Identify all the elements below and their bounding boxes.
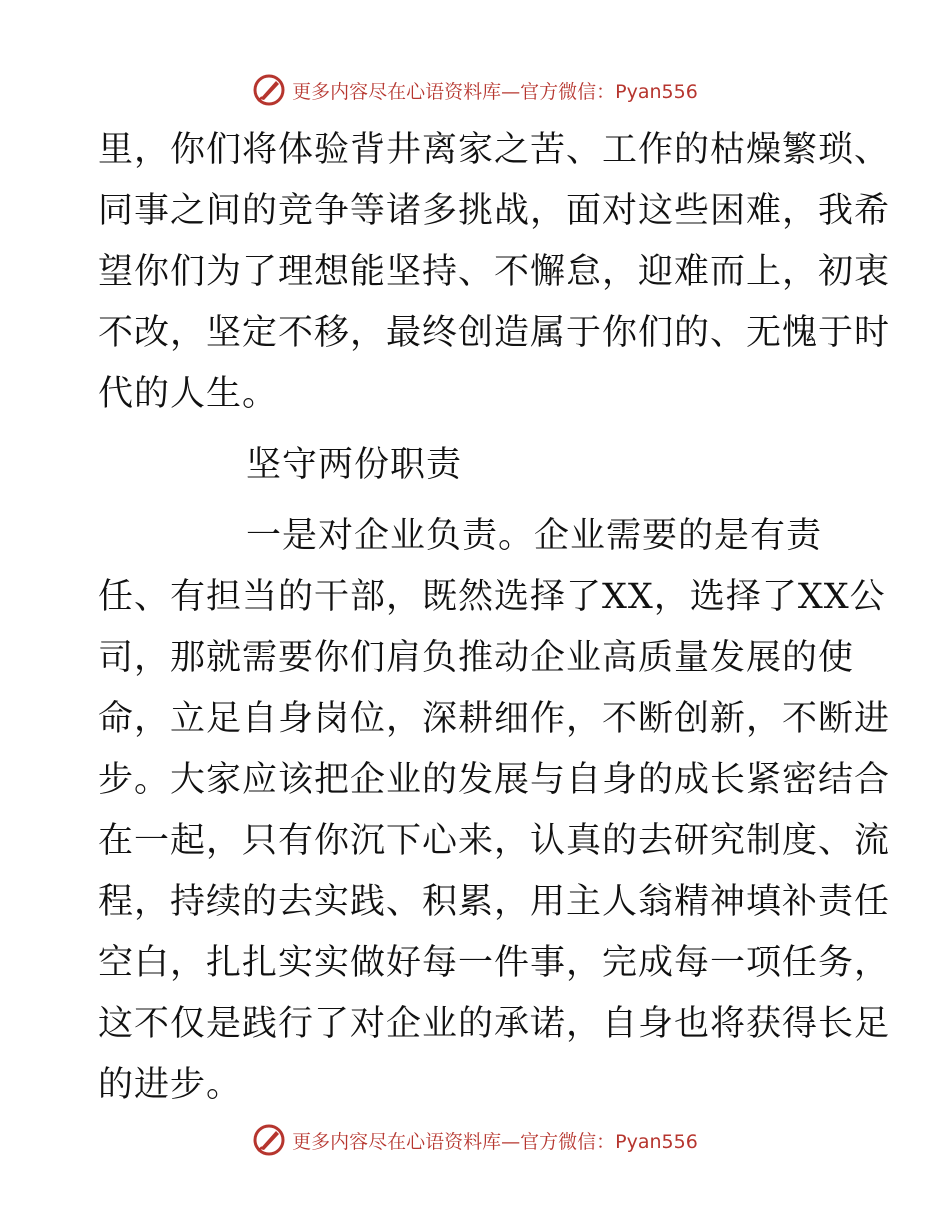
text-line: 里，你们将体验背井离家之苦、工作的枯燥繁琐、	[98, 130, 891, 170]
text-line: 程，持续的去实践、积累，用主人翁精神填补责任	[98, 882, 891, 922]
banner-account: Pyan556	[615, 1130, 698, 1153]
text-line: 一是对企业负责。企业需要的是有责	[246, 516, 823, 556]
text-line: 不改，坚定不移，最终创造属于你们的、无愧于时	[98, 313, 891, 353]
text-line: 步。大家应该把企业的发展与自身的成长紧密结合	[98, 760, 891, 800]
text-line: 命，立足自身岗位，深耕细作，不断创新，不断进	[98, 699, 891, 739]
banner-text	[292, 77, 698, 104]
text-line: 的进步。	[98, 1065, 243, 1105]
footer-banner	[0, 1120, 950, 1160]
text-line: 望你们为了理想能坚持、不懈怠，迎难而上，初衷	[98, 252, 891, 292]
text-line: 司，那就需要你们肩负推动企业高质量发展的使	[98, 638, 855, 678]
section-heading: 坚守两份职责	[246, 445, 463, 485]
header-banner	[0, 70, 950, 110]
banner-title: 更多内容尽在心语资料库—官方微信：	[292, 1130, 616, 1153]
text-line: 在一起，只有你沉下心来，认真的去研究制度、流	[98, 821, 891, 861]
text-line: 这不仅是践行了对企业的承诺，自身也将获得长足	[98, 1004, 891, 1044]
text-line: 同事之间的竞争等诸多挑战，面对这些困难，我希	[98, 191, 891, 231]
banner-text	[292, 1127, 698, 1154]
document-body	[98, 120, 891, 1116]
paragraph-1	[98, 120, 891, 425]
feather-pen-logo-icon	[252, 1123, 286, 1157]
text-line: 代的人生。	[98, 374, 279, 414]
banner-title: 更多内容尽在心语资料库—官方微信：	[292, 80, 616, 103]
feather-pen-logo-icon	[252, 73, 286, 107]
banner-account: Pyan556	[615, 80, 698, 103]
text-line: 空白，扎扎实实做好每一件事，完成每一项任务，	[98, 943, 891, 983]
paragraph-2	[98, 506, 891, 1116]
text-line: 任、有担当的干部，既然选择了XX，选择了XX公	[98, 577, 886, 617]
